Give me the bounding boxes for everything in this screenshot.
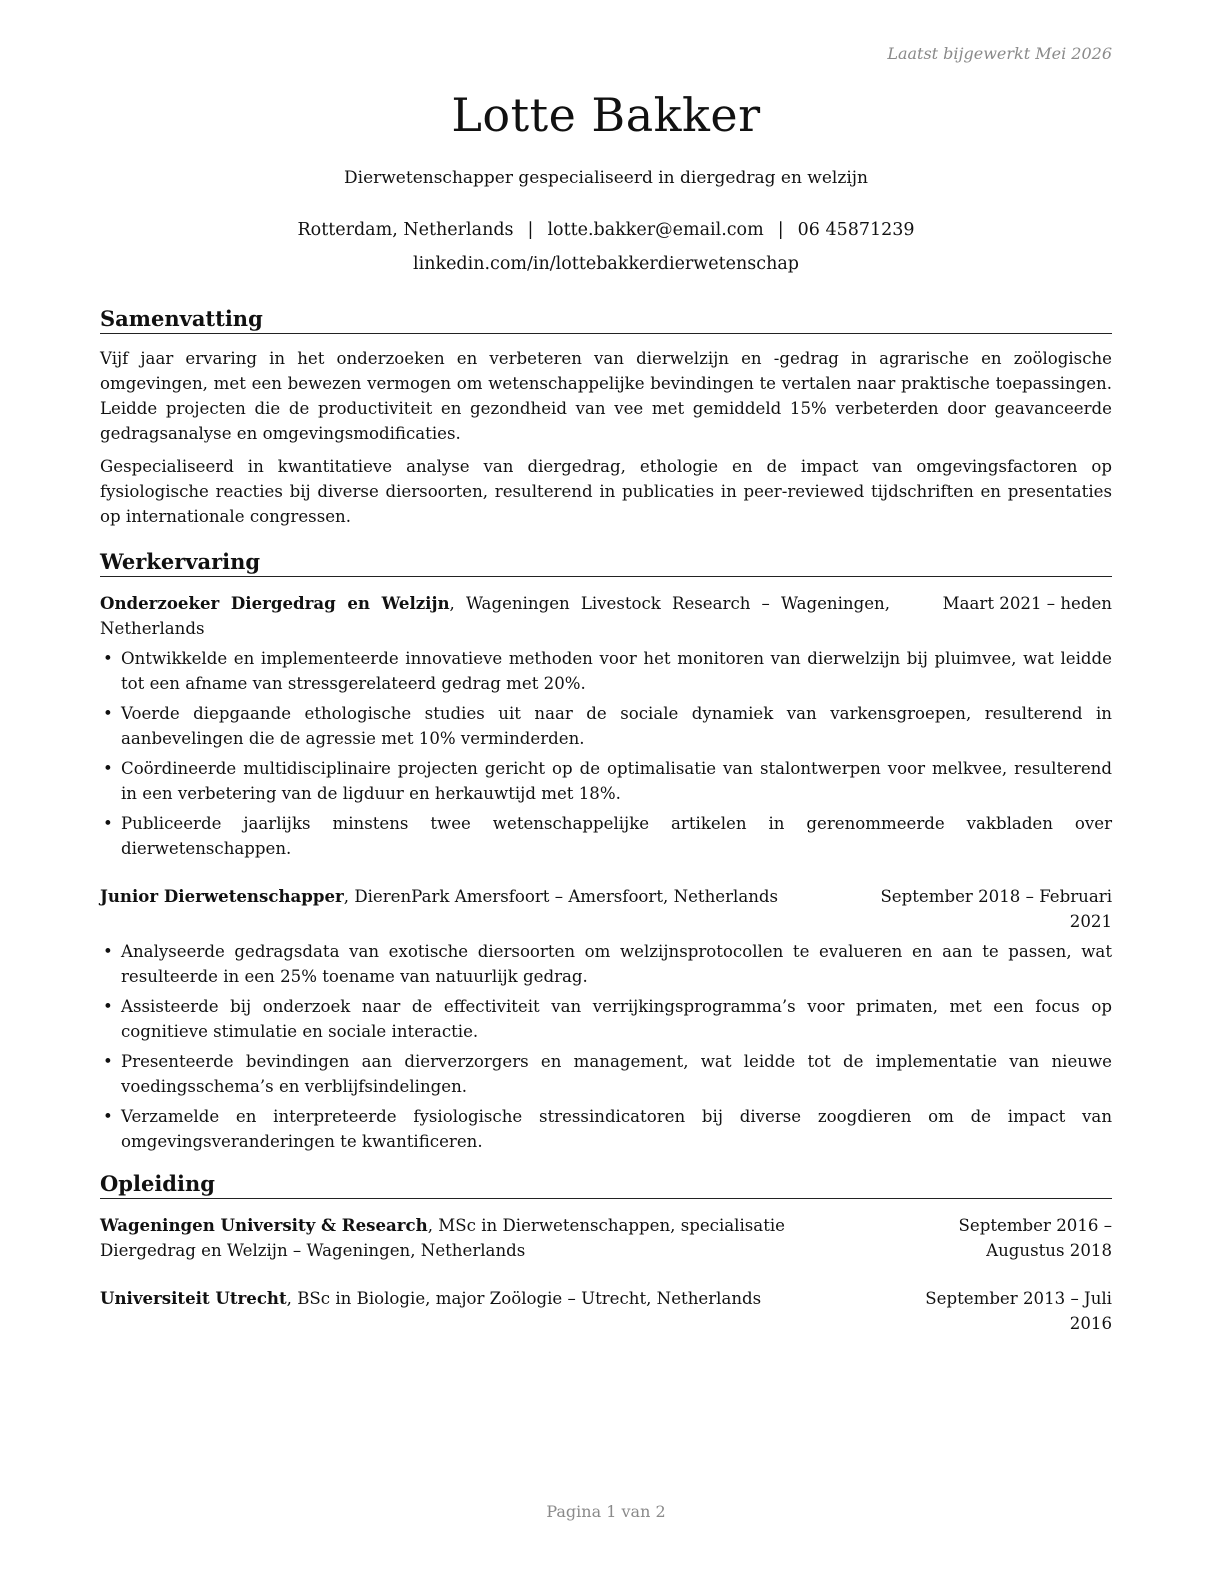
section-heading: Samenvatting <box>100 306 1112 334</box>
summary-paragraph: Vijf jaar ervaring in het onderzoeken en verbeteren van dierwelzijn en -gedrag in agrarische en zoölogische omgevingen, met een bewezen vermogen om wetenschappelijke bevindingen te vertalen naar praktische toepassingen. Leidde projecten die de productiviteit en gezondheid van vee met gemiddeld 15% verbeterden door geavanceerde gedragsanalyse en omgevingsmodificaties. <box>100 349 1112 443</box>
list-item: • Verzamelde en interpreteerde fysiologische stressindicatoren bij diverse zoogdieren om de impact van omgevingsveranderingen te kwantificeren. <box>100 1104 1112 1154</box>
education-section <box>100 1171 1112 1336</box>
last-updated: Laatst bijgewerkt Mei 2026 <box>887 44 1112 63</box>
contact-linkedin[interactable]: linkedin.com/in/lottebakkerdierwetenschap <box>413 254 799 274</box>
list-item: • Voerde diepgaande ethologische studies uit naar de sociale dynamiek van varkensgroepen, resulterend in aanbevelingen die de agressie met 10% verminderden. <box>100 701 1112 751</box>
summary-paragraph: Gespecialiseerd in kwantitatieve analyse van diergedrag, ethologie en de impact van omgevingsfactoren op fysiologische reacties bij diverse diersoorten, resulterend in publicaties in peer-reviewed tijdschriften en presentaties op internationale congressen. <box>100 457 1112 526</box>
education-school: Universiteit Utrecht <box>100 1288 287 1308</box>
job-organization: , DierenPark Amersfoort – Amersfoort, Netherlands <box>343 887 779 906</box>
candidate-subtitle: Dierwetenschapper gespecialiseerd in diergedrag en welzijn <box>344 168 868 188</box>
education-detail: , MSc in Dierwetenschappen, specialisatie Diergedrag en Welzijn – Wageningen, Netherlands <box>100 1216 785 1260</box>
list-item: • Publiceerde jaarlijks minstens twee wetenschappelijke artikelen in gerenommeerde vakbladen over dierwetenschappen. <box>100 811 1112 861</box>
contact-email[interactable]: lotte.bakker@email.com <box>547 220 764 240</box>
contact-location: Rotterdam, Netherlands <box>297 220 514 240</box>
job-bullets <box>100 939 1112 1154</box>
job-entry-header <box>100 591 1112 641</box>
job-dates: September 2018 – Februari 2021 <box>880 887 1112 931</box>
education-detail: , BSc in Biologie, major Zoölogie – Utrecht, Netherlands <box>286 1289 762 1308</box>
education-entry <box>100 1213 1112 1263</box>
education-school: Wageningen University & Research <box>100 1215 428 1235</box>
candidate-name: Lotte Bakker <box>451 88 761 142</box>
list-item: • Assisteerde bij onderzoek naar de effectiviteit van verrijkingsprogramma’s voor primaten, met een focus op cognitieve stimulatie en sociale interactie. <box>100 994 1112 1044</box>
education-dates: September 2016 – Augustus 2018 <box>958 1216 1112 1260</box>
job-dates: Maart 2021 – heden <box>942 594 1112 613</box>
bullet-icon: • <box>103 1052 113 1071</box>
list-item: • Analyseerde gedragsdata van exotische diersoorten om welzijnsprotocollen te evalueren en aan te passen, wat resulteerde in een 25% toename van natuurlijk gedrag. <box>100 939 1112 989</box>
job-entry-header <box>100 884 1112 934</box>
resume-page <box>100 0 1112 1584</box>
education-entry <box>100 1286 1112 1336</box>
contact-separator: | <box>527 220 534 240</box>
bullet-icon: • <box>103 704 113 723</box>
job-title: Junior Dierwetenschapper <box>100 886 344 906</box>
bullet-icon: • <box>103 759 113 778</box>
summary-section <box>100 306 1112 529</box>
job-title: Onderzoeker Diergedrag en Welzijn <box>100 593 450 613</box>
bullet-icon: • <box>103 997 113 1016</box>
bullet-icon: • <box>103 649 113 668</box>
bullet-icon: • <box>103 942 113 961</box>
bullet-icon: • <box>103 814 113 833</box>
contact-line <box>100 220 1112 240</box>
list-item: • Presenteerde bevindingen aan dierverzorgers en management, wat leidde tot de implementatie van nieuwe voedingsschema’s en verblijfsindelingen. <box>100 1049 1112 1099</box>
section-heading: Opleiding <box>100 1171 1112 1199</box>
list-item: • Coördineerde multidisciplinaire projecten gericht op de optimalisatie van stalontwerpen voor melkvee, resulterend in een verbetering van de ligduur en herkauwtijd met 18%. <box>100 756 1112 806</box>
job-organization: , Wageningen Livestock Research – Wageningen, Netherlands <box>100 594 890 638</box>
contact-phone[interactable]: 06 45871239 <box>797 220 915 240</box>
experience-section <box>100 549 1112 1154</box>
section-heading: Werkervaring <box>100 549 1112 577</box>
page-number: Pagina 1 van 2 <box>546 1502 666 1521</box>
contact-separator: | <box>777 220 784 240</box>
job-bullets <box>100 646 1112 861</box>
education-dates: September 2013 – Juli 2016 <box>925 1289 1112 1333</box>
bullet-icon: • <box>103 1107 113 1126</box>
list-item: • Ontwikkelde en implementeerde innovatieve methoden voor het monitoren van dierwelzijn bij pluimvee, wat leidde tot een afname van stressgerelateerd gedrag met 20%. <box>100 646 1112 696</box>
